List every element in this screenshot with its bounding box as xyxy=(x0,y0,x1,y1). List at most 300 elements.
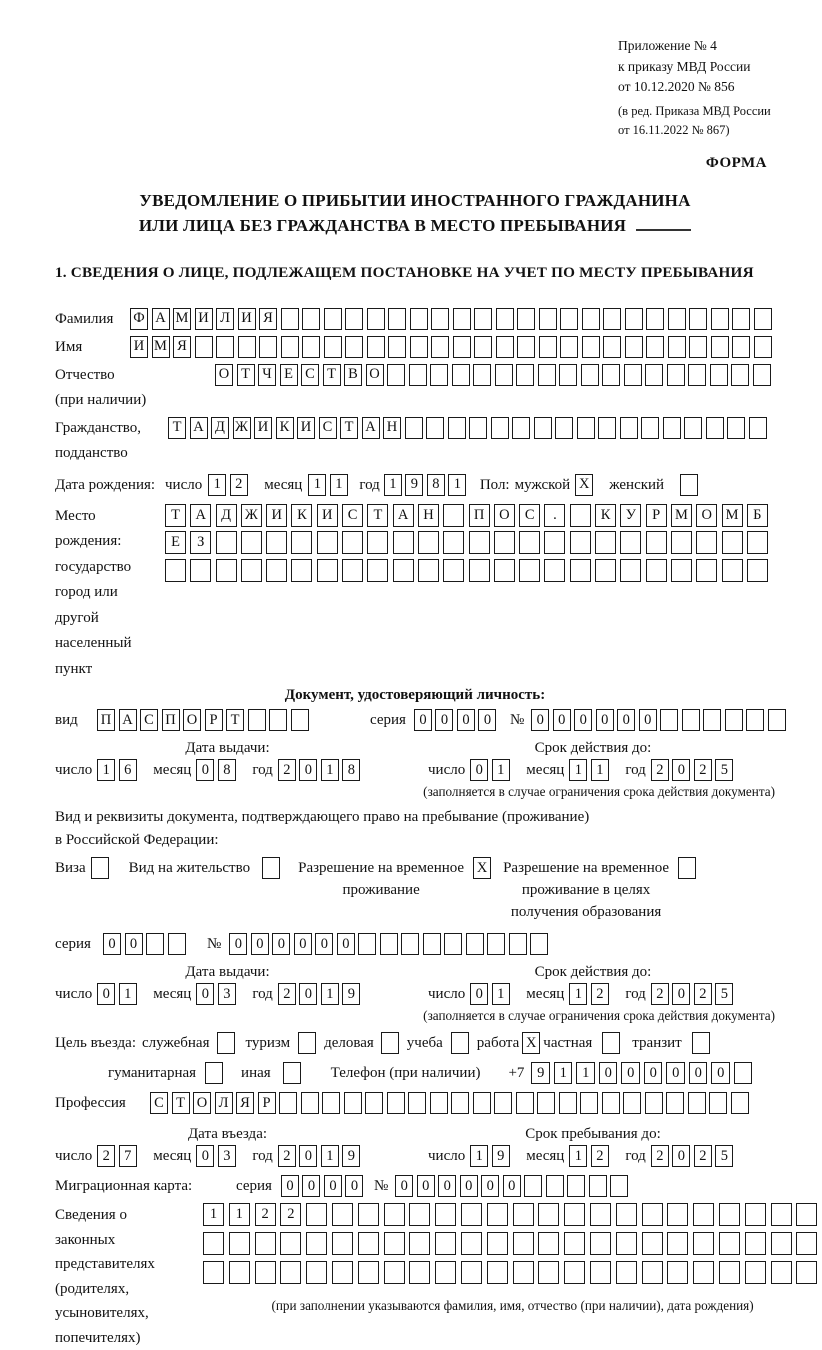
char-box xyxy=(688,364,706,386)
char-box: А xyxy=(152,308,170,330)
char-box xyxy=(667,1261,688,1284)
char-box: 0 xyxy=(574,709,592,731)
representatives-boxes-row2 xyxy=(203,1232,822,1255)
birth-place-label-line3: город или другой xyxy=(55,584,118,626)
entry-date-group xyxy=(55,1145,400,1167)
temp-residence-permit-checkbox: X xyxy=(473,857,491,879)
char-box: Р xyxy=(646,504,667,527)
purpose-label: Цель въезда: xyxy=(55,1035,136,1051)
char-box: 2 xyxy=(591,983,609,1005)
day-label: число xyxy=(55,986,93,1002)
char-box xyxy=(494,1092,512,1114)
char-box: Т xyxy=(172,1092,190,1114)
purpose-other-label: иная xyxy=(241,1065,271,1081)
char-box: 2 xyxy=(230,474,248,496)
blank-underline xyxy=(636,216,691,231)
char-box xyxy=(418,559,439,582)
temp-residence-edu-checkbox xyxy=(678,857,696,879)
purpose-study-checkbox xyxy=(451,1032,469,1054)
migration-card-label: Миграционная карта: xyxy=(55,1178,193,1194)
char-box xyxy=(684,417,702,439)
char-box: 0 xyxy=(299,1145,317,1167)
char-box xyxy=(696,531,717,554)
char-box xyxy=(745,1232,766,1255)
char-box xyxy=(564,1232,585,1255)
char-box xyxy=(646,308,664,330)
char-box xyxy=(322,1092,340,1114)
purpose-study-label: учеба xyxy=(406,1035,443,1051)
char-box: 0 xyxy=(438,1175,456,1197)
char-box xyxy=(710,364,728,386)
char-box xyxy=(409,1232,430,1255)
patronymic-boxes xyxy=(215,364,774,386)
char-box: 0 xyxy=(337,933,355,955)
char-box: М xyxy=(173,308,191,330)
migration-number-label: № xyxy=(373,1178,389,1194)
profession-row xyxy=(55,1092,775,1115)
issue-date-heading: Дата выдачи: xyxy=(185,964,270,980)
expiry-note: (заполняется в случае ограничения срока действия документа) xyxy=(423,1008,775,1023)
char-box xyxy=(418,531,439,554)
char-box: Е xyxy=(165,531,186,554)
char-box xyxy=(603,336,621,358)
char-box: 1 xyxy=(321,1145,339,1167)
visit-purpose-row xyxy=(55,1032,775,1054)
year-label: год xyxy=(625,986,646,1002)
char-box xyxy=(423,933,441,955)
char-box: 1 xyxy=(308,474,326,496)
char-box: З xyxy=(190,531,211,554)
stay-month-boxes xyxy=(569,1145,612,1167)
char-box: 0 xyxy=(689,1062,708,1084)
char-box xyxy=(582,308,600,330)
char-box xyxy=(443,531,464,554)
char-box xyxy=(749,417,767,439)
char-box xyxy=(706,417,724,439)
purpose-tourism-label: туризм xyxy=(245,1035,291,1051)
char-box xyxy=(646,559,667,582)
char-box xyxy=(660,709,678,731)
char-box xyxy=(513,1232,534,1255)
residence-number-label: № xyxy=(207,936,222,952)
char-box xyxy=(345,308,363,330)
char-box: 5 xyxy=(715,983,733,1005)
purpose-business-label: деловая xyxy=(324,1035,374,1051)
identity-doc-heading: Документ, удостоверяющий личность: xyxy=(284,687,546,703)
char-box xyxy=(216,336,234,358)
char-box xyxy=(367,531,388,554)
visa-label: Виза xyxy=(55,860,86,876)
char-box: 0 xyxy=(272,933,290,955)
expiry-date-heading: Срок действия до: xyxy=(534,740,652,756)
char-box: 0 xyxy=(229,933,247,955)
char-box xyxy=(291,531,312,554)
purpose-work-checkbox: X xyxy=(522,1032,540,1054)
char-box xyxy=(216,531,237,554)
char-box xyxy=(469,531,490,554)
char-box xyxy=(727,417,745,439)
char-box xyxy=(555,417,573,439)
char-box xyxy=(203,1261,224,1284)
char-box xyxy=(410,308,428,330)
citizenship-boxes xyxy=(168,417,770,439)
char-box xyxy=(616,1232,637,1255)
char-box xyxy=(616,1261,637,1284)
stay-until-heading: Срок пребывания до: xyxy=(525,1126,661,1142)
migration-series-label: серия xyxy=(236,1178,272,1194)
char-box xyxy=(624,364,642,386)
residence-doc-intro-line2: в Российской Федерации: xyxy=(55,832,219,848)
char-box xyxy=(367,308,385,330)
char-box: 0 xyxy=(299,759,317,781)
char-box xyxy=(598,417,616,439)
char-box: 9 xyxy=(342,1145,360,1167)
char-box: 0 xyxy=(470,759,488,781)
char-box: 2 xyxy=(278,759,296,781)
char-box xyxy=(667,364,685,386)
purpose-official-label: служебная xyxy=(141,1035,210,1051)
patronymic-label-line1: Отчество xyxy=(55,366,115,383)
char-box: М xyxy=(722,504,743,527)
char-box xyxy=(719,1261,740,1284)
char-box xyxy=(688,1092,706,1114)
birth-place-boxes-row2 xyxy=(165,531,772,554)
char-box xyxy=(430,1092,448,1114)
char-box xyxy=(538,1203,559,1226)
char-box: А xyxy=(190,417,208,439)
char-box: . xyxy=(544,504,565,527)
char-box xyxy=(570,559,591,582)
char-box: 2 xyxy=(255,1203,276,1226)
char-box xyxy=(345,336,363,358)
char-box xyxy=(709,1092,727,1114)
month-label: месяц xyxy=(153,1148,192,1164)
temp-residence-edu-option xyxy=(503,857,696,923)
profession-label: Профессия xyxy=(55,1095,126,1111)
appendix-line: к приказу МВД России xyxy=(618,58,751,74)
char-box xyxy=(248,709,266,731)
char-box: 0 xyxy=(196,759,214,781)
char-box: 5 xyxy=(715,1145,733,1167)
char-box: 7 xyxy=(119,1145,137,1167)
residence-number-boxes xyxy=(229,933,552,955)
patronymic-label-line2: (при наличии) xyxy=(55,391,147,408)
char-box xyxy=(410,336,428,358)
migration-card-row xyxy=(55,1175,775,1197)
char-box xyxy=(474,336,492,358)
month-label: месяц xyxy=(526,1148,565,1164)
char-box xyxy=(409,1203,430,1226)
char-box xyxy=(577,417,595,439)
char-box xyxy=(570,504,591,527)
char-box xyxy=(306,1232,327,1255)
char-box: 6 xyxy=(119,759,137,781)
char-box xyxy=(241,531,262,554)
char-box xyxy=(255,1232,276,1255)
char-box xyxy=(443,559,464,582)
char-box: 0 xyxy=(299,983,317,1005)
char-box xyxy=(491,417,509,439)
day-label: число xyxy=(165,476,203,493)
char-box xyxy=(610,1175,628,1197)
char-box xyxy=(642,1203,663,1226)
char-box xyxy=(431,336,449,358)
residence-doc-intro-line1: Вид и реквизиты документа, подтверждающего право на пребывание (проживание) xyxy=(55,809,590,825)
month-label: месяц xyxy=(526,762,565,778)
char-box: 0 xyxy=(196,1145,214,1167)
doc-kind-boxes xyxy=(97,709,312,731)
char-box xyxy=(753,364,771,386)
char-box: 2 xyxy=(280,1203,301,1226)
purpose-other-checkbox xyxy=(283,1062,301,1084)
char-box xyxy=(388,336,406,358)
char-box xyxy=(435,1232,456,1255)
char-box xyxy=(487,1261,508,1284)
char-box: 9 xyxy=(342,983,360,1005)
amendment-line: от 16.11.2022 № 867) xyxy=(618,122,730,137)
char-box: И xyxy=(266,504,287,527)
char-box: Л xyxy=(216,308,234,330)
purpose-work-label: работа xyxy=(476,1035,520,1051)
char-box xyxy=(306,1203,327,1226)
purpose-tourism-checkbox xyxy=(298,1032,316,1054)
char-box: 1 xyxy=(384,474,402,496)
char-box xyxy=(451,1092,469,1114)
char-box xyxy=(564,1261,585,1284)
char-box xyxy=(689,336,707,358)
char-box xyxy=(393,559,414,582)
year-label: год xyxy=(252,986,273,1002)
migration-series-boxes xyxy=(281,1175,367,1197)
char-box xyxy=(524,1175,542,1197)
char-box: 0 xyxy=(435,709,453,731)
month-label: месяц xyxy=(153,986,192,1002)
char-box xyxy=(269,709,287,731)
char-box: 0 xyxy=(345,1175,363,1197)
char-box xyxy=(487,1203,508,1226)
year-label: год xyxy=(252,1148,273,1164)
char-box xyxy=(625,336,643,358)
char-box xyxy=(387,1092,405,1114)
char-box: 0 xyxy=(251,933,269,955)
char-box: Д xyxy=(216,504,237,527)
char-box xyxy=(582,336,600,358)
char-box: 9 xyxy=(405,474,423,496)
char-box xyxy=(487,933,505,955)
char-box xyxy=(732,308,750,330)
char-box: 0 xyxy=(315,933,333,955)
char-box: 2 xyxy=(278,1145,296,1167)
char-box: С xyxy=(519,504,540,527)
char-box xyxy=(616,1203,637,1226)
year-label: год xyxy=(625,762,646,778)
char-box: 1 xyxy=(321,759,339,781)
doc-number-boxes xyxy=(531,709,789,731)
char-box xyxy=(461,1203,482,1226)
char-box xyxy=(384,1232,405,1255)
year-label: год xyxy=(359,476,380,493)
char-box xyxy=(444,933,462,955)
sex-male-checkbox: X xyxy=(575,474,593,496)
char-box: О xyxy=(215,364,233,386)
char-box: К xyxy=(595,504,616,527)
purpose-humanitarian-label: гуманитарная xyxy=(108,1065,197,1081)
char-box: 0 xyxy=(417,1175,435,1197)
char-box xyxy=(332,1261,353,1284)
month-label: месяц xyxy=(526,986,565,1002)
char-box: 0 xyxy=(324,1175,342,1197)
char-box xyxy=(581,364,599,386)
visit-purpose-row2 xyxy=(108,1062,775,1084)
char-box xyxy=(513,1203,534,1226)
char-box xyxy=(513,1261,534,1284)
purpose-private-checkbox xyxy=(602,1032,620,1054)
citizenship-row xyxy=(55,417,775,466)
year-label: год xyxy=(625,1148,646,1164)
char-box: 2 xyxy=(694,759,712,781)
char-box: П xyxy=(162,709,180,731)
char-box: Р xyxy=(258,1092,276,1114)
residence-expiry-month-boxes xyxy=(569,983,612,1005)
temp-residence-permit-label: Разрешение на временное проживание xyxy=(298,860,465,898)
sex-label: Пол: xyxy=(479,476,510,493)
char-box xyxy=(559,1092,577,1114)
char-box xyxy=(663,417,681,439)
char-box: Т xyxy=(165,504,186,527)
char-box xyxy=(754,336,772,358)
char-box xyxy=(732,336,750,358)
char-box: 1 xyxy=(591,759,609,781)
issue-day-boxes xyxy=(97,759,140,781)
expiry-month-boxes xyxy=(569,759,612,781)
birth-date-label: Дата рождения: xyxy=(55,476,156,493)
birth-place-label-line1: Место рождения: xyxy=(55,507,122,549)
doc-series-label: серия xyxy=(370,712,406,728)
char-box: 1 xyxy=(330,474,348,496)
char-box xyxy=(796,1203,817,1226)
char-box: 0 xyxy=(281,1175,299,1197)
form-label: ФОРМА xyxy=(705,154,767,171)
char-box: 1 xyxy=(448,474,466,496)
day-label: число xyxy=(428,762,466,778)
char-box xyxy=(409,364,427,386)
given-name-row xyxy=(55,336,775,359)
char-box: Т xyxy=(237,364,255,386)
char-box xyxy=(430,364,448,386)
char-box xyxy=(544,559,565,582)
char-box xyxy=(216,559,237,582)
temp-residence-permit-option xyxy=(298,857,491,901)
char-box xyxy=(195,336,213,358)
char-box: 2 xyxy=(278,983,296,1005)
char-box xyxy=(342,531,363,554)
day-label: число xyxy=(55,1148,93,1164)
phone-label: Телефон (при наличии) xyxy=(330,1065,481,1081)
phone-boxes xyxy=(531,1062,756,1084)
issue-month-boxes xyxy=(196,759,239,781)
char-box xyxy=(711,308,729,330)
char-box: 0 xyxy=(621,1062,640,1084)
char-box xyxy=(590,1203,611,1226)
char-box xyxy=(722,559,743,582)
char-box: 3 xyxy=(218,983,236,1005)
char-box xyxy=(453,336,471,358)
char-box: 0 xyxy=(503,1175,521,1197)
citizenship-label-line2: подданство xyxy=(55,444,128,461)
form-title xyxy=(55,188,775,238)
char-box: 8 xyxy=(218,759,236,781)
char-box: О xyxy=(494,504,515,527)
char-box xyxy=(365,1092,383,1114)
char-box xyxy=(435,1261,456,1284)
char-box xyxy=(646,336,664,358)
char-box xyxy=(722,531,743,554)
char-box xyxy=(203,1232,224,1255)
char-box xyxy=(259,336,277,358)
representatives-row xyxy=(55,1203,775,1350)
char-box: Т xyxy=(340,417,358,439)
char-box: 0 xyxy=(395,1175,413,1197)
char-box xyxy=(435,1203,456,1226)
purpose-private-label: частная xyxy=(543,1035,593,1051)
char-box xyxy=(408,1092,426,1114)
char-box: 1 xyxy=(576,1062,595,1084)
char-box xyxy=(625,308,643,330)
year-label: год xyxy=(252,762,273,778)
form-title-line2: ИЛИ ЛИЦА БЕЗ ГРАЖДАНСТВА В МЕСТО ПРЕБЫВАНИЯ xyxy=(55,213,775,238)
birth-place-boxes-row1 xyxy=(165,504,772,527)
char-box: 0 xyxy=(294,933,312,955)
char-box: И xyxy=(130,336,148,358)
char-box: 0 xyxy=(596,709,614,731)
char-box: 1 xyxy=(569,759,587,781)
stay-until-group xyxy=(400,1145,737,1167)
char-box: Я xyxy=(173,336,191,358)
surname-label: Фамилия xyxy=(55,310,114,327)
char-box: У xyxy=(620,504,641,527)
residence-issue-month-boxes xyxy=(196,983,239,1005)
char-box xyxy=(746,709,764,731)
char-box xyxy=(646,531,667,554)
char-box: И xyxy=(254,417,272,439)
stay-year-boxes xyxy=(651,1145,737,1167)
char-box: 0 xyxy=(457,709,475,731)
birth-day-boxes xyxy=(208,474,251,496)
representatives-boxes-row1 xyxy=(203,1203,822,1226)
residence-issue-date-group xyxy=(55,983,400,1005)
char-box: 1 xyxy=(208,474,226,496)
char-box: П xyxy=(97,709,115,731)
char-box xyxy=(747,531,768,554)
birth-place-boxes-row3 xyxy=(165,559,772,582)
char-box: 1 xyxy=(203,1203,224,1226)
char-box xyxy=(602,364,620,386)
char-box: 2 xyxy=(694,1145,712,1167)
char-box xyxy=(645,1092,663,1114)
birth-place-label-line4: населенный пункт xyxy=(55,635,132,677)
char-box xyxy=(589,1175,607,1197)
char-box xyxy=(452,364,470,386)
char-box xyxy=(469,559,490,582)
char-box xyxy=(667,1232,688,1255)
char-box: С xyxy=(140,709,158,731)
expiry-day-boxes xyxy=(470,759,513,781)
char-box xyxy=(332,1203,353,1226)
char-box xyxy=(474,308,492,330)
char-box: 0 xyxy=(672,1145,690,1167)
char-box: 0 xyxy=(103,933,121,955)
char-box xyxy=(668,336,686,358)
